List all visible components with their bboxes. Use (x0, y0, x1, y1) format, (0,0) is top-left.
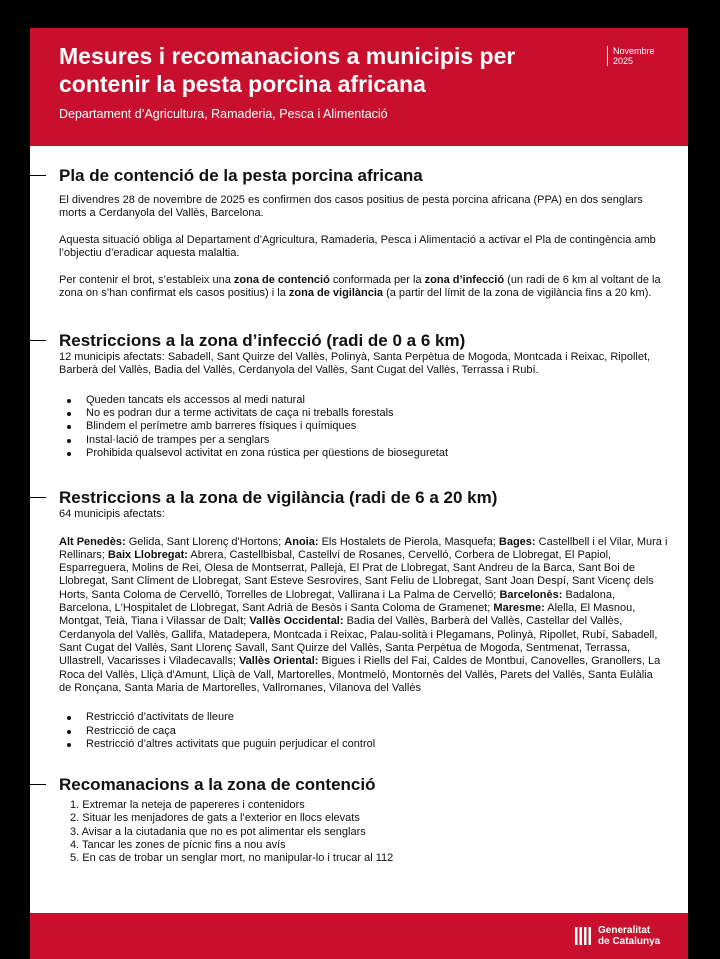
section-marker (30, 340, 46, 341)
section-heading: Pla de contenció de la pesta porcina africana (59, 166, 423, 185)
list-item: 4. Tancar les zones de pícnic fins a nou avís (70, 838, 286, 851)
list-item: Prohibida qualsevol activitat en zona rústica per qüestions de bioseguretat (86, 447, 688, 460)
infection-restrictions-list (30, 394, 688, 460)
section-marker (30, 175, 46, 176)
list-item: Instal·lació de trampes per a senglars (86, 434, 688, 447)
surveillance-restrictions-list (30, 711, 688, 751)
document-page (30, 28, 688, 959)
generalitat-logo-icon (574, 925, 594, 947)
surveillance-municipalities: Alt Penedès: Gelida, Sant Llorenç d'Hortons; Anoia: Els Hostalets de Pierola, Masquefa; Bages: Castellbell i el Vilar, Mura i Rellinars; Baix Llobregat: Abrera, Castellbisbal, Castellví de Rosanes, Cervelló, Corbera de Llobregat, El Papiol, Esparreguera, Molins de Rei, Olesa de Montserrat, Pallejà, El Prat de Llobregat, Sant Andreu de la Barca, Sant Boi de Llobregat, Sant Climent de Llobregat, Sant Esteve Sesrovires, Sant Feliu de Llobregat, Sant Joan Despí, Sant Vicenç dels Horts, Santa Coloma de Cervelló, Torrelles de Llobregat, Vallirana i La Palma de Cervelló; Barcelonès: Badalona, Barcelona, L'Hospitalet de Llobregat, Sant Adrià de Besòs i Santa Coloma de Gramenet; Maresme: Alella, El Masnou, Montgat, Teià, Tiana i Vilassar de Dalt; Vallès Occidental: Badia del Vallès, Barberà del Vallès, Castellar del Vallès, Cerdanyola del Vallès, Gallifa, Matadepera, Montcada i Reixac, Palau-solità i Plegamans, Polinyà, Ripollet, Rubí, Sabadell, Sant Cugat del Vallès, Sant Llorenç Savall, Sant Quirze del Vallès, Santa Perpètua de Mogoda, Sentmenat, Terrassa, Ullastrell, Vacarisses i Viladecavalls; Vallès Oriental: Bigues i Riells del Fai, Caldes de Montbui, Canovelles, Granollers, La Roca del Vallès, Lliçà d'Amunt, Lliçà de Vall, Martorelles, Montmeló, Montornès del Vallès, Parets del Vallès, Santa Eulàlia de Ronçana, Santa Maria de Martorelles, Vallromanes, Vilanova del Vallès (59, 535, 668, 694)
footer-banner (30, 913, 688, 959)
section-marker (30, 784, 46, 785)
section-heading: Recomanacions a la zona de contenció (59, 775, 376, 794)
list-item: Restricció d’altres activitats que puguin perjudicar el control (86, 738, 688, 751)
section-heading: Restriccions a la zona de vigilància (radi de 6 a 20 km) (59, 488, 498, 507)
header-banner (30, 28, 688, 146)
infection-municipalities: 12 municipis afectats: Sabadell, Sant Quirze del Vallès, Polinyà, Santa Perpètua de Mogoda, Montcada i Reixac, Ripollet, Barberà del Vallès, Badia del Vallès, Cerdanyola del Vallès, Sant Cugat del Vallès, Terrassa i Rubí. (59, 351, 651, 377)
list-item: 1. Extremar la neteja de papereres i contenidors (70, 799, 305, 811)
surveillance-count: 64 municipis afectats: (59, 508, 165, 520)
section-infection-zone (30, 330, 688, 460)
list-item: Restricció de caça (86, 725, 688, 738)
publication-date: Novembre 2025 (607, 46, 673, 66)
list-item: Queden tancats els accessos al medi natural (86, 394, 688, 407)
section-containment-plan (30, 165, 688, 300)
list-item: 2. Situar les menjadores de gats a l’exterior en llocs elevats (70, 812, 360, 825)
section-heading: Restriccions a la zona d’infecció (radi de 0 a 6 km) (59, 331, 466, 350)
section-recommendations (30, 774, 688, 865)
section-surveillance-zone (30, 487, 688, 751)
section-marker (30, 497, 46, 498)
list-item: 5. En cas de trobar un senglar mort, no manipular-lo i trucar al 112 (70, 852, 394, 865)
list-item: Restricció d’activitats de lleure (86, 711, 688, 724)
page-title: Mesures i recomanacions a municipis per contenir la pesta porcina africana (59, 43, 516, 97)
list-item: Blindem el perímetre amb barreres físiques i químiques (86, 420, 688, 433)
generalitat-wordmark: Generalitat de Catalunya (598, 925, 661, 947)
recommendations-list (30, 799, 688, 865)
list-item: No es podran dur a terme activitats de caça ni treballs forestals (86, 407, 688, 420)
zones-paragraph: Per contenir el brot, s’estableix una zona de contenció conformada per la zona d’infecció (un radi de 6 km al voltant de la zona on s’han confirmat els casos positius) i la zona de vigilància (a partir del límit de la zona de vigilància fins a 20 km). (59, 273, 661, 300)
list-item: 3. Avisar a la ciutadania que no es pot alimentar els senglars (70, 825, 366, 838)
department-name: Departament d’Agricultura, Ramaderia, Pesca i Alimentació (59, 107, 388, 121)
intro-paragraph: El divendres 28 de novembre de 2025 es confirmen dos casos positius de pesta porcina africana (PPA) en dos senglars morts a Cerdanyola del Vallès, Barcelona. (59, 194, 643, 220)
plan-paragraph: Aquesta situació obliga al Departament d’Agricultura, Ramaderia, Pesca i Alimentació a activar el Pla de contingència amb l’objectiu d’eradicar aquesta malaltia. (59, 233, 656, 260)
